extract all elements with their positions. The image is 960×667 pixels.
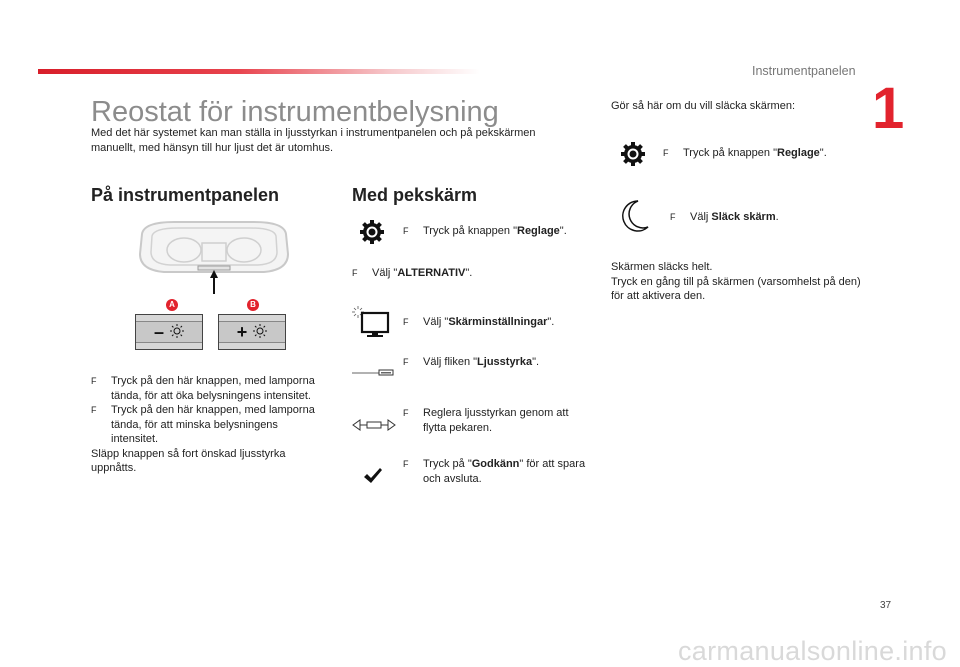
page-title: Reostat för instrumentbelysning [91, 96, 499, 128]
step-alternativ [352, 266, 572, 281]
instrument-panel-illustration [134, 220, 294, 296]
badge-a: A [166, 299, 178, 311]
step-text: Välj fliken "Ljusstyrka". [423, 356, 540, 368]
bullet-icon: F [403, 317, 409, 327]
instruction-button-b: Tryck på den här knappen, med lamporna tända, för att minska belysningens intensitet. [111, 404, 315, 445]
checkmark-icon [362, 466, 384, 486]
section-name: Instrumentpanelen [752, 64, 856, 78]
bullet-icon: F [403, 357, 409, 367]
minus-symbol: – [153, 321, 164, 342]
slider-arrows-icon [352, 418, 396, 432]
dim-plus-button[interactable] [218, 314, 286, 350]
step-text: Tryck på knappen "Reglage". [423, 225, 567, 237]
right-notes [611, 260, 861, 304]
heading-touchscreen: Med pekskärm [352, 185, 478, 205]
plus-symbol: + [236, 321, 248, 342]
brightness-icon [170, 322, 184, 343]
intro-text: Med det här systemet kan man ställa in ljusstyrkan i instrumentpanelen och på pekskärmen manuellt, med hänsyn till hur ljust det är utomhus. [91, 127, 536, 154]
step-skarminstallningar [403, 315, 593, 330]
bullet-icon: F [403, 226, 409, 236]
right-step-slack [670, 210, 870, 225]
chapter-number: 1 [872, 76, 905, 141]
tab-slider-icon [352, 364, 394, 374]
brightness-icon [253, 322, 267, 343]
bullet-icon: F [91, 376, 97, 386]
step-text: Reglera ljusstyrkan genom att flytta pekaren. [423, 407, 569, 434]
note-screen-off: Skärmen släcks helt. [611, 261, 713, 273]
gear-icon [358, 218, 386, 246]
bullet-icon: F [663, 148, 669, 158]
step-text: Välj "ALTERNATIV". [372, 267, 473, 279]
header-accent-bar [38, 69, 480, 74]
bullet-icon: F [352, 268, 358, 278]
page-number: 37 [880, 600, 892, 611]
release-note: Släpp knappen så fort önskad ljusstyrka uppnåtts. [91, 447, 286, 474]
bullet-icon: F [91, 405, 97, 415]
right-step-reglage [663, 146, 863, 161]
step-text: Tryck på "Godkänn" för att spara och avsluta. [423, 458, 586, 485]
watermark: carmanualsonline.info [678, 636, 947, 666]
instruction-button-a: Tryck på den här knappen, med lamporna tända, för att öka belysningens intensitet. [111, 375, 315, 402]
step-godkann [403, 457, 593, 486]
monitor-brightness-icon [352, 304, 392, 338]
list-item [91, 403, 327, 447]
bullet-icon: F [403, 459, 409, 469]
right-lead: Gör så här om du vill släcka skärmen: [611, 100, 796, 112]
note-reactivate: Tryck en gång till på skärmen (varsomhelst på den) för att aktivera den. [611, 275, 861, 302]
badge-b: B [247, 299, 259, 311]
heading-instrument-panel: På instrumentpanelen [91, 185, 280, 205]
step-text: Välj "Skärminställningar". [423, 316, 555, 328]
left-instructions [91, 374, 327, 476]
step-text: Välj Släck skärm. [690, 211, 779, 223]
step-reglage [403, 224, 593, 239]
dim-minus-button[interactable] [135, 314, 203, 350]
bullet-icon: F [403, 408, 409, 418]
moon-icon [618, 199, 650, 233]
step-reglera [403, 406, 593, 435]
gear-icon [619, 140, 647, 168]
step-text: Tryck på knappen "Reglage". [683, 147, 827, 159]
bullet-icon: F [670, 212, 676, 222]
step-ljusstyrka [403, 355, 593, 370]
list-item [91, 374, 327, 403]
